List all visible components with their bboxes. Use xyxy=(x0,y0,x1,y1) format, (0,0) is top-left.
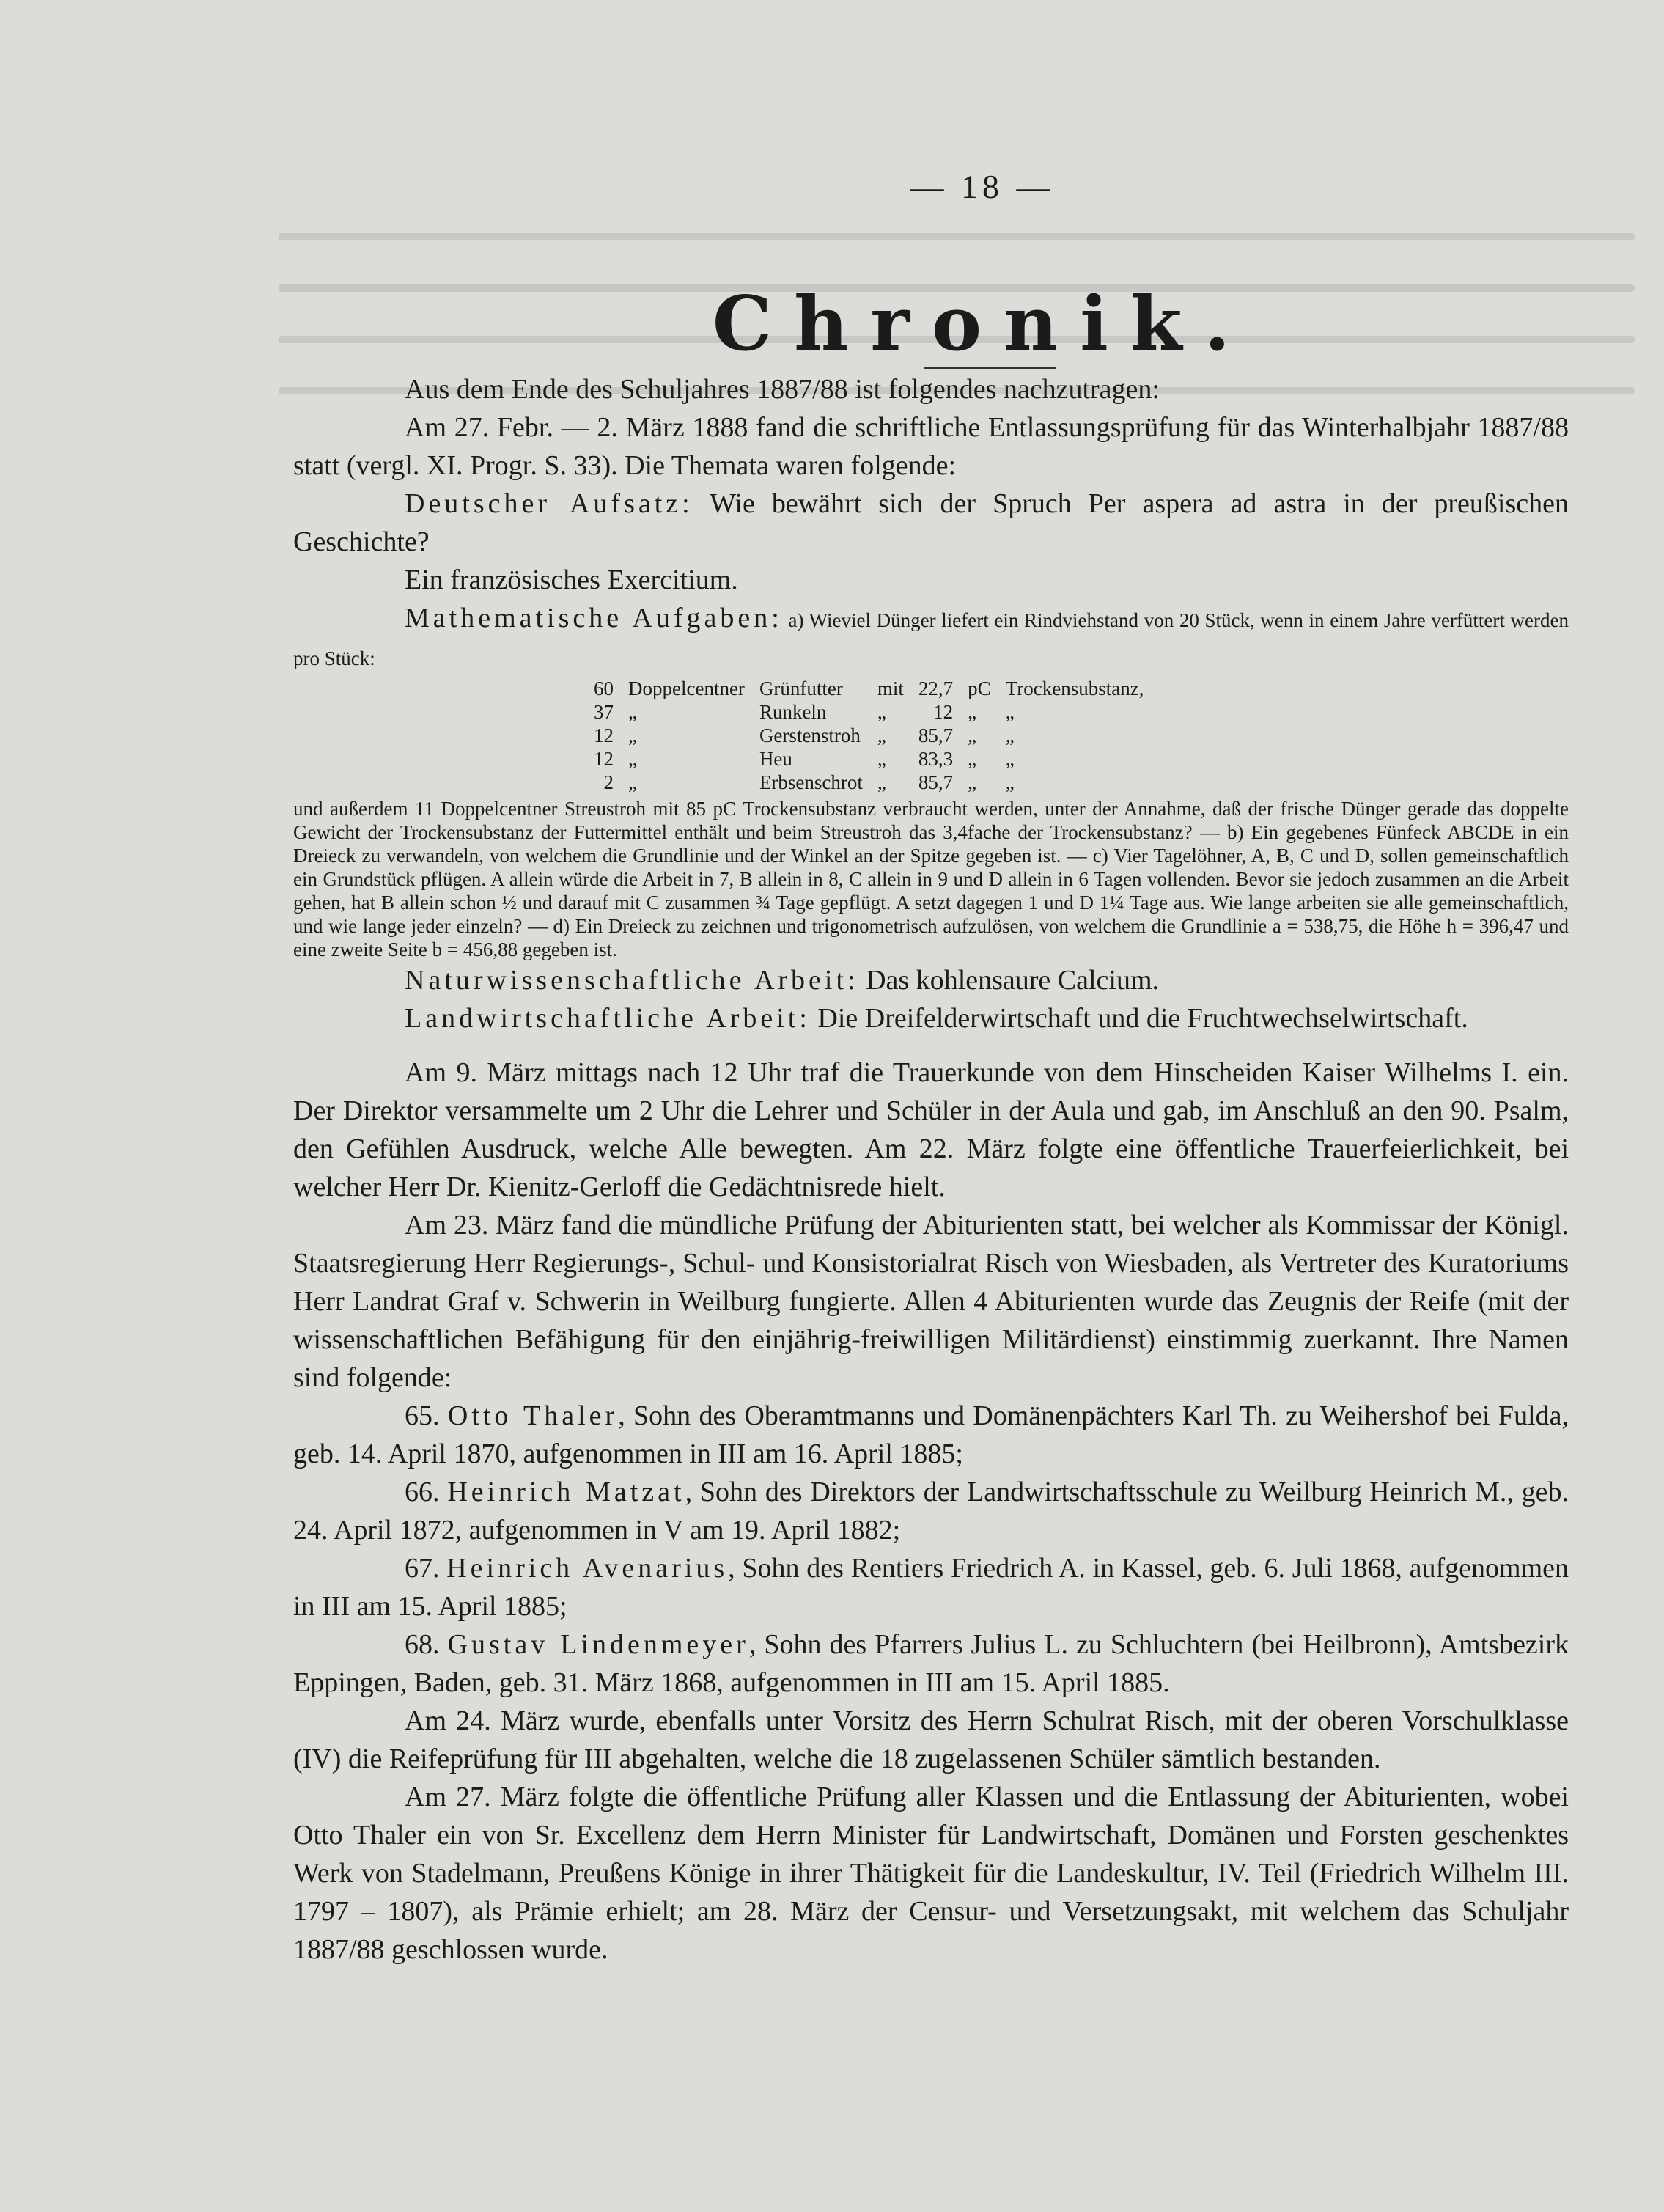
fodder-mit: „ xyxy=(877,701,886,723)
fodder-subst: Trockensubstanz, xyxy=(1005,677,1144,699)
fodder-row xyxy=(586,700,1151,724)
franz-paragraph xyxy=(293,561,1569,599)
exam-paragraph: Am 27. Febr. — 2. März 1888 fand die schriftliche Entlassungsprüfung für das Winterhalbjahr 1887/88 statt (vergl. XI. Progr. S. 33). Die Themata waren folgende: xyxy=(293,412,1569,481)
fodder-subst: „ xyxy=(1005,724,1015,746)
fodder-qty: 60 xyxy=(594,677,614,699)
fodder-unit: „ xyxy=(628,724,637,746)
schluss-paragraph: Am 27. März folgte die öffentliche Prüfung aller Klassen und die Entlassung der Abiturienten, wobei Otto Thaler ein von Sr. Excellenz dem Herrn Minister für Landwirtschaft, Domänen und Forsten geschenktes Werk von Stadelmann, Preußens Könige in ihrer Thätigkeit für die Landeskultur, IV. Teil (Friedrich Wilhelm III. 1797 – 1807), als Prämie erhielt; am 28. März der Censur- und Versetzungsakt, mit welchem das Schuljahr 1887/88 geschlossen wurde. xyxy=(293,1782,1569,1965)
intro-paragraph: Aus dem Ende des Schuljahres 1887/88 ist folgendes nachzutragen: xyxy=(405,374,1160,405)
fodder-row xyxy=(586,771,1151,794)
abiturient-details: , Sohn des Rentiers Friedrich A. in Kassel, geb. 6. Juli 1868, aufgenommen in III am 15. April 1885; xyxy=(293,1553,1569,1622)
fodder-subst: „ xyxy=(1005,771,1015,793)
fodder-unit: „ xyxy=(628,748,637,770)
fodder-val: 22,7 xyxy=(918,677,954,699)
abiturient-name: Heinrich Avenarius xyxy=(446,1553,729,1584)
title-rule xyxy=(924,367,1056,369)
abiturient-details: , Sohn des Oberamtmanns und Domänenpächters Karl Th. zu Weihershof bei Fulda, geb. 14. April 1870, aufgenommen in III am 16. April 1885; xyxy=(293,1400,1569,1469)
abiturient-name: Otto Thaler xyxy=(447,1400,619,1431)
math-paragraph xyxy=(293,599,1569,675)
fodder-mit: „ xyxy=(877,748,886,770)
fodder-row xyxy=(586,677,1151,700)
kaiser-paragraph: Am 9. März mittags nach 12 Uhr traf die Trauerkunde von dem Hinscheiden Kaiser Wilhelms I. ein. Der Direktor versammelte um 2 Uhr die Lehrer und Schüler in der Aula und gab, im Anschluß an den 90. Psalm, den Gefühlen Ausdruck, welche Alle bewegten. Am 22. März folgte eine öffentliche Trauerfeierlichkeit, bei welcher Herr Dr. Kienitz-Gerloff die Gedächtnisrede hielt. xyxy=(293,1057,1569,1202)
fodder-table xyxy=(586,677,1151,794)
landw-text: Die Dreifelderwirtschaft und die Fruchtwechselwirtschaft. xyxy=(810,1003,1468,1034)
math-label: Mathematische Aufgaben: xyxy=(405,603,783,633)
abiturient-number: 65. xyxy=(405,1400,440,1431)
deutsch-label: Deutscher Aufsatz: xyxy=(405,488,693,519)
fodder-val: 12 xyxy=(933,701,954,723)
math-lead: a) Wieviel Dünger liefert ein Rindviehstand von 20 Stück, wenn in einem Jahre verfüttert werden pro Stück: xyxy=(293,609,1569,669)
fodder-unit: Doppelcentner xyxy=(628,677,745,699)
fodder-qty: 12 xyxy=(594,748,614,770)
landw-label: Landwirtschaftliche Arbeit: xyxy=(405,1003,811,1034)
fodder-item: Runkeln xyxy=(759,701,827,723)
fodder-pc: „ xyxy=(968,724,977,746)
natur-text: Das kohlensaure Calcium. xyxy=(858,965,1160,996)
fodder-item: Grünfutter xyxy=(759,677,843,699)
fodder-mit: mit xyxy=(877,677,904,699)
abiturienten-list xyxy=(293,1397,1569,1702)
fodder-pc: „ xyxy=(968,701,977,723)
list-item xyxy=(293,1397,1569,1473)
landw-paragraph xyxy=(293,999,1569,1037)
fodder-unit: „ xyxy=(628,701,637,723)
abiturient-number: 66. xyxy=(405,1477,440,1507)
fodder-mit: „ xyxy=(877,771,886,793)
reife-paragraph: Am 24. März wurde, ebenfalls unter Vorsitz des Herrn Schulrat Risch, mit der oberen Vorschulklasse (IV) die Reifeprüfung für III abgehalten, welche die 18 zugelassenen Schüler sämtlich bestanden. xyxy=(293,1705,1569,1774)
fodder-subst: „ xyxy=(1005,701,1015,723)
abiturient-details: , Sohn des Pfarrers Julius L. zu Schluchtern (bei Heilbronn), Amtsbezirk Eppingen, Baden, geb. 31. März 1868, aufgenommen in III am 15. April 1885. xyxy=(293,1629,1569,1698)
fodder-item: Erbsenschrot xyxy=(759,771,863,793)
page-title: Chronik. xyxy=(712,280,1253,368)
natur-label: Naturwissenschaftliche Arbeit: xyxy=(405,965,859,996)
fodder-pc: „ xyxy=(968,771,977,793)
deutsch-paragraph xyxy=(293,485,1569,561)
abiturient-number: 67. xyxy=(405,1553,440,1584)
natur-paragraph xyxy=(293,961,1569,999)
document-page xyxy=(293,0,1569,2212)
fodder-qty: 37 xyxy=(594,701,614,723)
fodder-pc: „ xyxy=(968,748,977,770)
franz-text: Ein französisches Exercitium. xyxy=(405,565,738,595)
fodder-row xyxy=(586,747,1151,771)
fodder-val: 85,7 xyxy=(918,724,954,746)
fodder-unit: „ xyxy=(628,771,637,793)
fodder-pc: pC xyxy=(968,677,991,699)
abiturient-number: 68. xyxy=(405,1629,440,1660)
fodder-subst: „ xyxy=(1005,748,1015,770)
fodder-item: Heu xyxy=(759,748,792,770)
fodder-mit: „ xyxy=(877,724,886,746)
list-item xyxy=(293,1549,1569,1625)
fodder-item: Gerstenstroh xyxy=(759,724,861,746)
list-item xyxy=(293,1473,1569,1549)
fodder-qty: 12 xyxy=(594,724,614,746)
math-rest: und außerdem 11 Doppelcentner Streustroh mit 85 pC Trockensubstanz verbraucht werden, unter der Annahme, daß der frische Dünger gerade das doppelte Gewicht der Trockensubstanz der Futtermittel enthält und beim Streustroh das 3,4fache der Trockensubstanz? — b) Ein gegebenes Fünfeck ABCDE in ein Dreieck zu verwandeln, von welchem die Grundlinie und der Winkel an der Spitze gegeben ist. — c) Vier Tagelöhner, A, B, C und D, sollen gemeinschaftlich ein Grundstück pflügen. A allein würde die Arbeit in 7, B allein in 8, C allein in 9 und D allein in 6 Tagen vollenden. Bevor sie jedoch zusammen an die Arbeit gehen, hat B allein schon ½ und darauf mit C zusammen ¾ Tage gepflügt. A setzt dagegen 1 und D 1¼ Tage aus. Wie lange arbeiten sie alle gemeinschaftlich, und wie lange jeder einzeln? — d) Ein Dreieck zu zeichnen und trigonometrisch aufzulösen, von welchem die Grundlinie a = 538,75, die Höhe h = 396,47 und eine zweite Seite b = 456,88 gegeben ist. xyxy=(293,798,1569,960)
abiturient-details: , Sohn des Direktors der Landwirtschaftsschule zu Weilburg Heinrich M., geb. 24. April 1872, aufgenommen in V am 19. April 1882; xyxy=(293,1477,1569,1546)
fodder-row xyxy=(586,724,1151,747)
chronik-body xyxy=(293,370,1569,1969)
fodder-val: 83,3 xyxy=(918,748,954,770)
abiturient-name: Gustav Lindenmeyer xyxy=(447,1629,749,1660)
deutsch-text: Wie bewährt sich der Spruch Per aspera ad astra in der preußischen Geschichte? xyxy=(293,488,1569,557)
list-item xyxy=(293,1625,1569,1702)
page-number: — 18 — xyxy=(910,168,1055,205)
pruefung-paragraph: Am 23. März fand die mündliche Prüfung der Abiturienten statt, bei welcher als Kommissar der Königl. Staatsregierung Herr Regierungs-, Schul- und Konsistorialrat Risch von Wiesbaden, als Vertreter des Kuratoriums Herr Landrat Graf v. Schwerin in Weilburg fungierte. Allen 4 Abiturienten wurde das Zeugnis der Reife (mit der wissenschaftlichen Befähigung für den einjährig-freiwilligen Militärdienst) einstimmig zuerkannt. Ihre Namen sind folgende: xyxy=(293,1210,1569,1393)
abiturient-name: Heinrich Matzat xyxy=(447,1477,685,1507)
fodder-val: 85,7 xyxy=(918,771,954,793)
fodder-qty: 2 xyxy=(603,771,614,793)
